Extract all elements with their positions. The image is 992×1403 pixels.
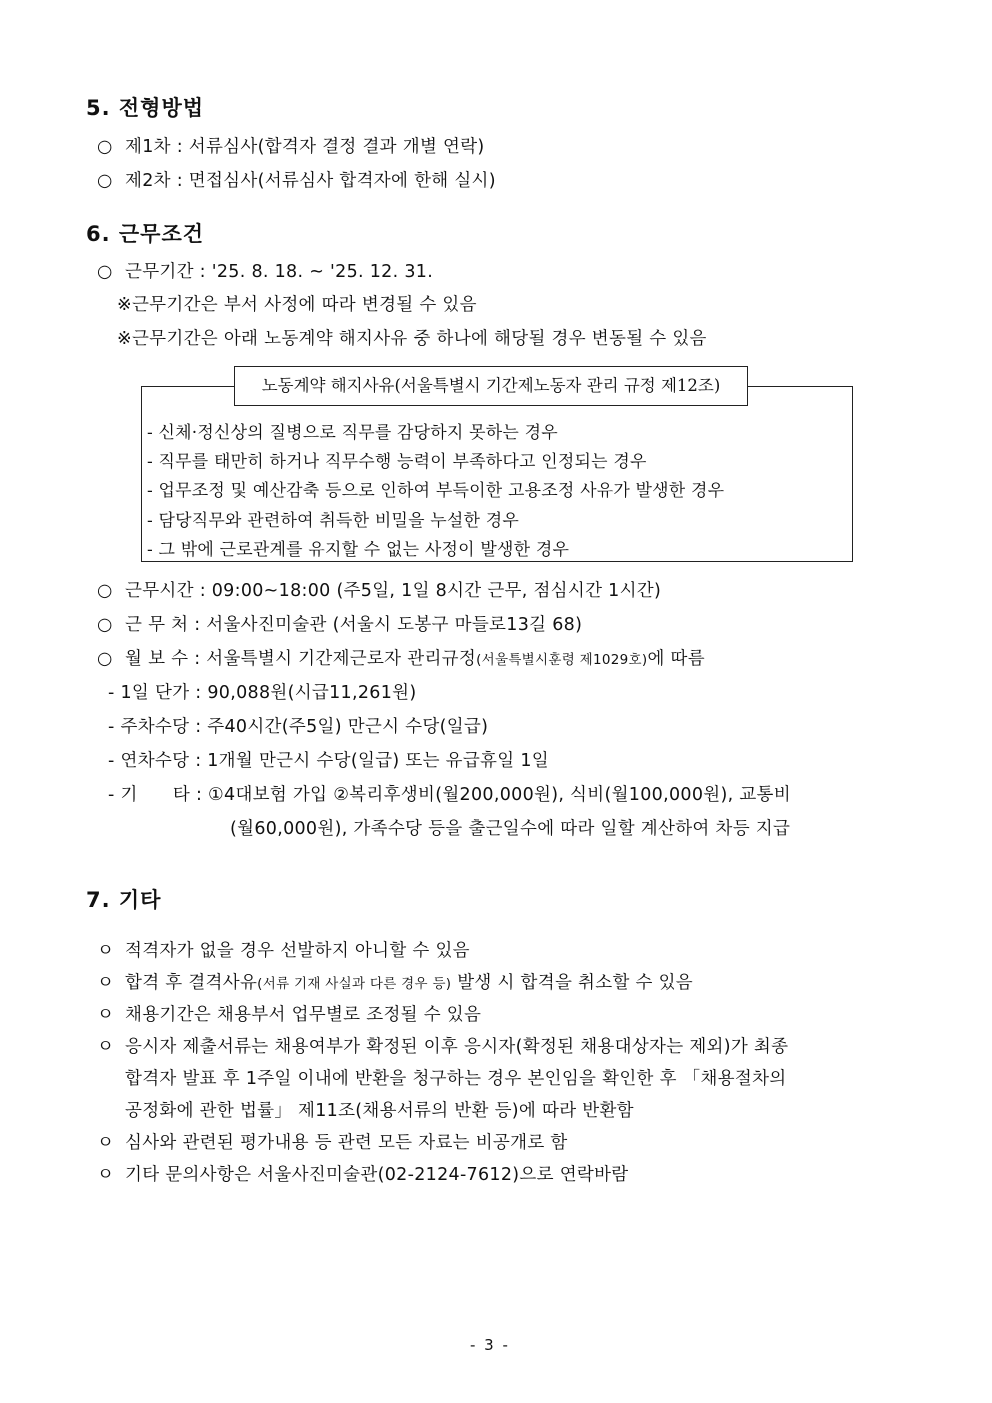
list-item-text: 합격 후 결격사유	[125, 973, 258, 993]
salary-item-value: ①4대보험 가입 ②복리후생비(월200,000원), 식비(월100,000원), 교통비	[208, 785, 791, 805]
termination-item: - 그 밖에 근로관계를 유지할 수 없는 사정이 발생한 경우	[147, 540, 570, 560]
dash: -	[108, 751, 115, 771]
list-item	[97, 1129, 568, 1154]
salary-item-label: 연차수당	[120, 751, 190, 771]
salary-item-continued: (월60,000원), 가족수당 등을 출근일수에 따라 일할 계산하여 차등 지급	[230, 819, 791, 839]
list-item-text: 공정화에 관한 법률」 제11조(채용서류의 반환 등)에 따라 반환함	[125, 1101, 634, 1121]
salary-value-end: 에 따름	[647, 649, 705, 669]
section-7-title: 7. 기타	[86, 888, 162, 912]
termination-item: - 업무조정 및 예산감축 등으로 인하여 부득이한 고용조정 사유가 발생한 경우	[147, 481, 725, 501]
bullet: ○	[97, 137, 113, 157]
note: ※근무기간은 아래 노동계약 해지사유 중 하나에 해당될 경우 변동될 수 있음	[117, 329, 707, 349]
page-number: - 3 -	[470, 1336, 510, 1354]
list-item	[97, 937, 470, 962]
salary-value: 서울특별시 기간제근로자 관리규정	[206, 649, 477, 669]
list-item	[97, 1033, 788, 1058]
bullet: ○	[97, 171, 113, 191]
list-item-text: 제2차 : 면접심사(서류심사 합격자에 한해 실시)	[125, 171, 496, 191]
bullet: ㅇ	[97, 1005, 115, 1025]
salary-item: - 1일 단가 : 90,088원(시급11,261원)	[108, 683, 417, 703]
work-period-text: 근무기간 : '25. 8. 18. ~ '25. 12. 31.	[125, 262, 434, 282]
work-hours-value: 09:00~18:00 (주5일, 1일 8시간 근무, 점심시간 1시간)	[211, 581, 662, 601]
bullet: ㅇ	[97, 973, 115, 993]
salary-item-value: 1개월 만근시 수당(일급) 또는 유급휴일 1일	[207, 751, 549, 771]
bullet: ○	[97, 649, 113, 669]
work-place: ○ 근 무 처 : 서울사진미술관 (서울시 도봉구 마들로13길 68)	[97, 615, 583, 635]
list-item	[97, 1161, 629, 1186]
salary-item-label: 기 타	[120, 785, 191, 805]
list-item-text: 응시자 제출서류는 채용여부가 확정된 이후 응시자(확정된 채용대상자는 제외)가 최종	[125, 1037, 789, 1057]
salary-item-value: 90,088원(시급11,261원)	[207, 683, 417, 703]
bullet: ㅇ	[97, 941, 115, 961]
dash: -	[108, 717, 115, 737]
salary-label: 월 보 수	[125, 649, 189, 669]
salary-item-label: 주차수당	[120, 717, 190, 737]
list-item-text: 채용기간은 채용부서 업무별로 조정될 수 있음	[125, 1005, 482, 1025]
note: ※근무기간은 부서 사정에 따라 변경될 수 있음	[117, 295, 477, 315]
termination-item: - 직무를 태만히 하거나 직무수행 능력이 부족하다고 인정되는 경우	[147, 452, 647, 472]
bullet: ㅇ	[97, 1037, 115, 1057]
salary-item: - 연차수당 : 1개월 만근시 수당(일급) 또는 유급휴일 1일	[108, 751, 549, 771]
section-6-title: 6. 근무조건	[86, 222, 205, 246]
list-item-text: 제1차 : 서류심사(합격자 결정 결과 개별 연락)	[125, 137, 485, 157]
work-hours-label: 근무시간	[125, 581, 194, 601]
bullet: ○	[97, 262, 113, 282]
termination-box-title: 노동계약 해지사유(서울특별시 기간제노동자 관리 규정 제12조)	[234, 366, 748, 406]
list-item-note: (서류 기재 사실과 다른 경우 등)	[257, 976, 452, 992]
salary-item: - 기 타 : ①4대보험 가입 ②복리후생비(월200,000원), 식비(월100,000원), 교통비	[108, 785, 791, 805]
bullet: ㅇ	[97, 1133, 115, 1153]
termination-item: - 담당직무와 관련하여 취득한 비밀을 누설한 경우	[147, 511, 520, 531]
salary-item: - 주차수당 : 주40시간(주5일) 만근시 수당(일급)	[108, 717, 489, 737]
work-hours: ○ 근무시간 : 09:00~18:00 (주5일, 1일 8시간 근무, 점심시간 1시간)	[97, 581, 662, 601]
list-item	[97, 167, 496, 192]
list-item-text-end: 발생 시 합격을 취소할 수 있음	[451, 973, 693, 993]
list-item-text: 기타 문의사항은 서울사진미술관(02-2124-7612)으로 연락바람	[125, 1165, 629, 1185]
list-item-text: 적격자가 없을 경우 선발하지 아니할 수 있음	[125, 941, 470, 961]
salary-item-label: 1일 단가	[120, 683, 190, 703]
work-period	[97, 258, 433, 283]
salary-item-value: 주40시간(주5일) 만근시 수당(일급)	[207, 717, 489, 737]
salary-regulation: (서울특별시훈령 제1029호)	[476, 652, 648, 668]
list-item	[97, 1001, 481, 1026]
list-item	[97, 969, 693, 994]
dash: -	[108, 683, 115, 703]
work-place-value: 서울사진미술관 (서울시 도봉구 마들로13길 68)	[206, 615, 583, 635]
termination-item: - 신체·정신상의 질병으로 직무를 감당하지 못하는 경우	[147, 423, 558, 443]
list-item-text: 심사와 관련된 평가내용 등 관련 모든 자료는 비공개로 함	[125, 1133, 568, 1153]
list-item	[97, 133, 485, 158]
bullet: ○	[97, 615, 113, 635]
dash: -	[108, 785, 115, 805]
section-5-title: 5. 전형방법	[86, 96, 205, 120]
bullet: ㅇ	[97, 1165, 115, 1185]
work-place-label: 근 무 처	[125, 615, 189, 635]
list-item-text: 합격자 발표 후 1주일 이내에 반환을 청구하는 경우 본인임을 확인한 후 「채용절차의	[125, 1069, 787, 1089]
bullet: ○	[97, 581, 113, 601]
salary: ○ 월 보 수 : 서울특별시 기간제근로자 관리규정(서울특별시훈령 제1029호)에 따름	[97, 649, 705, 669]
